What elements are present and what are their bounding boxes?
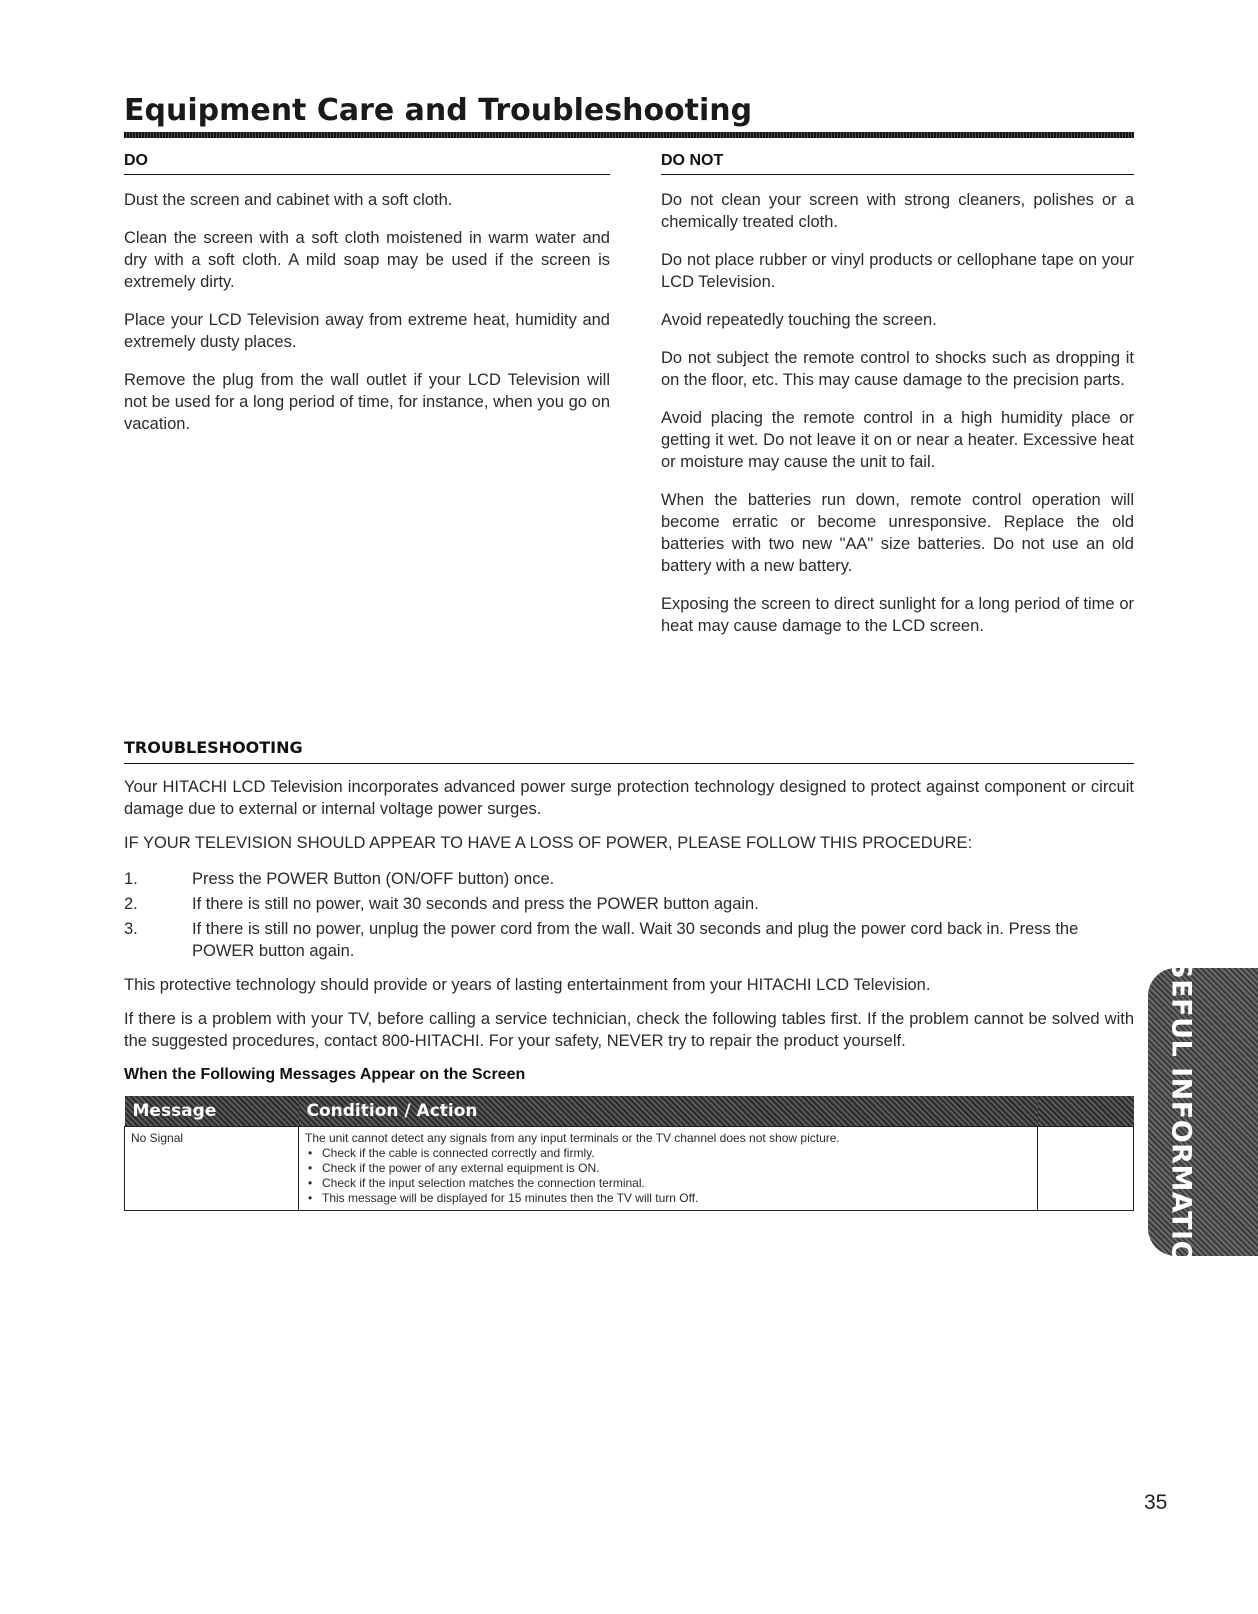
procedure-step	[124, 918, 1134, 962]
section-side-tab	[1148, 936, 1258, 1288]
procedure-step	[124, 868, 1134, 890]
procedure-steps	[124, 868, 1134, 962]
step-number: 1.	[124, 870, 138, 888]
blank-cell	[1038, 1127, 1134, 1211]
do-not-paragraph: Exposing the screen to direct sunlight for a long period of time or heat may cause damage to the LCD screen.	[661, 595, 1134, 635]
table-header-row	[125, 1096, 1134, 1127]
messages-subheading: When the Following Messages Appear on the Screen	[124, 1066, 526, 1083]
message-cell: No Signal	[125, 1127, 299, 1211]
do-paragraph: Dust the screen and cabinet with a soft cloth.	[124, 191, 453, 209]
do-heading: DO	[124, 152, 610, 175]
troubleshooting-heading: TROUBLESHOOTING	[124, 738, 1134, 764]
condition-cell	[299, 1127, 1038, 1211]
do-paragraph: Place your LCD Television away from extreme heat, humidity and extremely dusty places.	[124, 311, 610, 351]
condition-text: The unit cannot detect any signals from any input terminals or the TV channel does not show picture.	[305, 1131, 840, 1145]
page-number: 35	[1144, 1491, 1168, 1514]
procedure-heading: IF YOUR TELEVISION SHOULD APPEAR TO HAVE A LOSS OF POWER, PLEASE FOLLOW THIS PROCEDURE:	[124, 834, 973, 852]
do-paragraph: Remove the plug from the wall outlet if your LCD Television will not be used for a long period of time, for instance, when you go on vacation.	[124, 371, 610, 433]
do-not-paragraph: Do not clean your screen with strong cleaners, polishes or a chemically treated cloth.	[661, 191, 1134, 231]
table-header-message: Message	[125, 1096, 299, 1127]
do-not-paragraph: Avoid placing the remote control in a high humidity place or getting it wet. Do not leave it on or near a heater. Excessive heat or moisture may cause the unit to fail.	[661, 409, 1134, 471]
step-number: 2.	[124, 895, 138, 913]
action-item: • Check if the power of any external equipment is ON.	[305, 1161, 1031, 1176]
step-text: If there is still no power, unplug the power cord from the wall. Wait 30 seconds and plug the power cord back in. Press the POWER button again.	[192, 920, 1079, 960]
step-text: If there is still no power, wait 30 seconds and press the POWER button again.	[192, 895, 759, 913]
page-title: Equipment Care and Troubleshooting	[124, 93, 753, 128]
action-item: • This message will be displayed for 15 minutes then the TV will turn Off.	[305, 1191, 1031, 1206]
do-paragraph: Clean the screen with a soft cloth moistened in warm water and dry with a soft cloth. A mild soap may be used if the screen is extremely dirty.	[124, 229, 610, 291]
side-tab-label: USEFUL INFORMATION	[1165, 936, 1197, 1288]
do-column	[124, 152, 610, 435]
do-not-heading: DO NOT	[661, 152, 1134, 175]
title-rule	[124, 132, 1134, 138]
step-text: Press the POWER Button (ON/OFF button) once.	[192, 870, 555, 888]
do-not-paragraph: Do not subject the remote control to shocks such as dropping it on the floor, etc. This may cause damage to the precision parts.	[661, 349, 1134, 389]
do-not-paragraph: Do not place rubber or vinyl products or cellophane tape on your LCD Television.	[661, 251, 1134, 291]
troubleshooting-intro: Your HITACHI LCD Television incorporates advanced power surge protection technology designed to protect against component or circuit damage due to external or internal voltage power surges.	[124, 778, 1134, 818]
troubleshooting-section	[124, 738, 1134, 1211]
service-note: If there is a problem with your TV, before calling a service technician, check the following tables first. If the problem cannot be solved with the suggested procedures, contact 800-HITACHI. For your safety, NEVER try to repair the product yourself.	[124, 1010, 1134, 1050]
protective-note: This protective technology should provide or years of lasting entertainment from your HITACHI LCD Television.	[124, 976, 931, 994]
do-not-column	[661, 152, 1134, 637]
action-item: • Check if the input selection matches the connection terminal.	[305, 1176, 1031, 1191]
do-not-paragraph: When the batteries run down, remote control operation will become erratic or become unresponsive. Replace the old batteries with two new "AA" size batteries. Do not use an old battery with a new battery.	[661, 491, 1134, 575]
table-row	[125, 1127, 1134, 1211]
messages-table	[124, 1096, 1134, 1211]
procedure-step	[124, 893, 1134, 915]
step-number: 3.	[124, 920, 138, 938]
do-not-paragraph: Avoid repeatedly touching the screen.	[661, 311, 937, 329]
table-header-blank	[1038, 1096, 1134, 1127]
table-header-condition: Condition / Action	[299, 1096, 1038, 1127]
action-item: • Check if the cable is connected correctly and firmly.	[305, 1146, 1031, 1161]
action-list	[305, 1146, 1031, 1206]
